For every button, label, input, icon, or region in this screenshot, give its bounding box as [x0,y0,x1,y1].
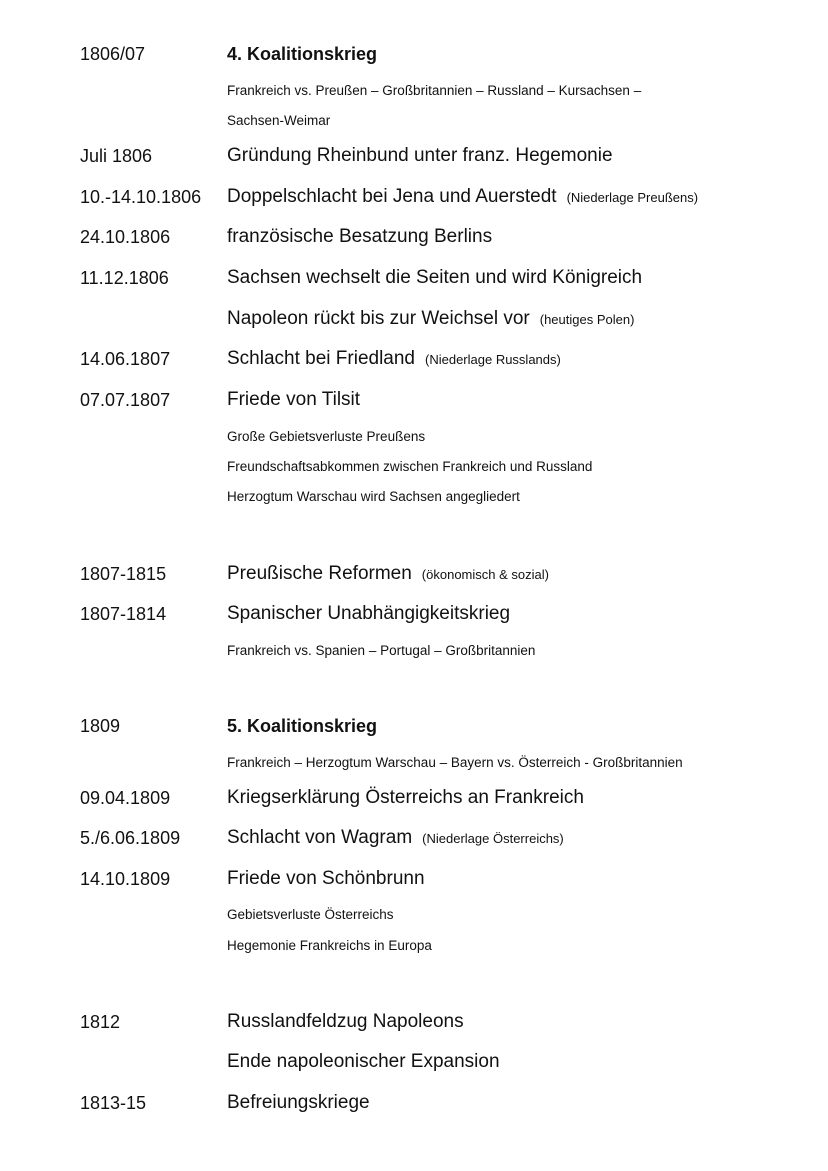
entry-detail: Herzogtum Warschau wird Sachsen angegliedert [227,489,520,504]
entry-title: 4. Koalitionskrieg [227,44,378,64]
entry-detail: Hegemonie Frankreichs in Europa [227,938,432,953]
entry-detail: Frankreich vs. Spanien – Portugal – Großbritannien [227,643,536,658]
entry-title: Ende napoleonischer Expansion [227,1051,500,1072]
entry-title: Preußische Reformen [227,563,412,584]
entry-detail: Gebietsverluste Österreichs [227,907,394,922]
timeline-entry [0,603,828,624]
entry-title: Schlacht bei Friedland [227,348,415,369]
entry-note: (heutiges Polen) [539,312,635,327]
entry-title: Napoleon rückt bis zur Weichsel vor [227,308,530,329]
entry-date: 07.07.1807 [80,390,171,410]
entry-detail: Große Gebietsverluste Preußens [227,429,426,444]
timeline-entry [0,868,828,889]
entry-title: Befreiungskriege [227,1092,370,1113]
entry-title: Schlacht von Wagram [227,827,413,848]
timeline-entry [0,267,828,288]
timeline-entry [0,563,828,584]
timeline-entry [0,226,828,247]
entry-detail: Frankreich – Herzogtum Warschau – Bayern vs. Österreich - Großbritannien [227,755,683,770]
entry-date: 09.04.1809 [80,788,171,808]
entry-date: 1812 [80,1012,121,1032]
timeline-entry [0,787,828,808]
entry-title-line [227,348,561,371]
timeline-entry [0,1051,828,1072]
entry-title: Sachsen wechselt die Seiten und wird Königreich [227,267,643,288]
timeline-entry [0,389,828,410]
entry-note: (Niederlage Preußens) [566,190,699,205]
entry-detail: Sachsen-Weimar [227,113,331,128]
entry-title-line [227,827,564,850]
entry-title: Kriegserklärung Österreichs an Frankreich [227,787,584,808]
timeline-entry [0,186,828,207]
timeline-entry [0,1092,828,1113]
entry-note: (ökonomisch & sozial) [421,567,549,582]
entry-date: 1806/07 [80,44,146,64]
entry-date: 14.10.1809 [80,869,171,889]
timeline-entry [0,1011,828,1032]
entry-date: 11.12.1806 [80,268,169,288]
timeline-entry [0,715,828,736]
entry-title: Doppelschlacht bei Jena und Auerstedt [227,186,557,207]
entry-title: Spanischer Unabhängigkeitskrieg [227,603,511,624]
entry-title: Russlandfeldzug Napoleons [227,1011,464,1032]
entry-date: 24.10.1806 [80,227,171,247]
entry-title: Friede von Schönbrunn [227,868,425,889]
entry-date: Juli 1806 [80,146,153,166]
entry-date: 14.06.1807 [80,349,171,369]
entry-detail: Freundschaftsabkommen zwischen Frankreich und Russland [227,459,593,474]
entry-date: 5./6.06.1809 [80,828,181,848]
timeline-entry [0,308,828,329]
entry-date: 1807-1814 [80,604,167,624]
entry-title: 5. Koalitionskrieg [227,716,378,736]
timeline-entry [0,348,828,369]
entry-date: 1807-1815 [80,564,167,584]
entry-note: (Niederlage Russlands) [425,352,561,367]
timeline-entry [0,145,828,166]
entry-date: 10.-14.10.1806 [80,187,202,207]
entry-title: französische Besatzung Berlins [227,226,493,247]
entry-title-line [227,308,634,331]
entry-note: (Niederlage Österreichs) [422,831,564,846]
entry-title-line [227,563,549,586]
timeline-entry [0,827,828,848]
entry-detail: Frankreich vs. Preußen – Großbritannien – Russland – Kursachsen – [227,83,642,98]
entry-date: 1813-15 [80,1093,147,1113]
entry-title: Friede von Tilsit [227,389,361,410]
timeline-entry [0,43,828,64]
entry-date: 1809 [80,716,121,736]
entry-title-line [227,186,698,209]
entry-title: Gründung Rheinbund unter franz. Hegemonie [227,145,613,166]
